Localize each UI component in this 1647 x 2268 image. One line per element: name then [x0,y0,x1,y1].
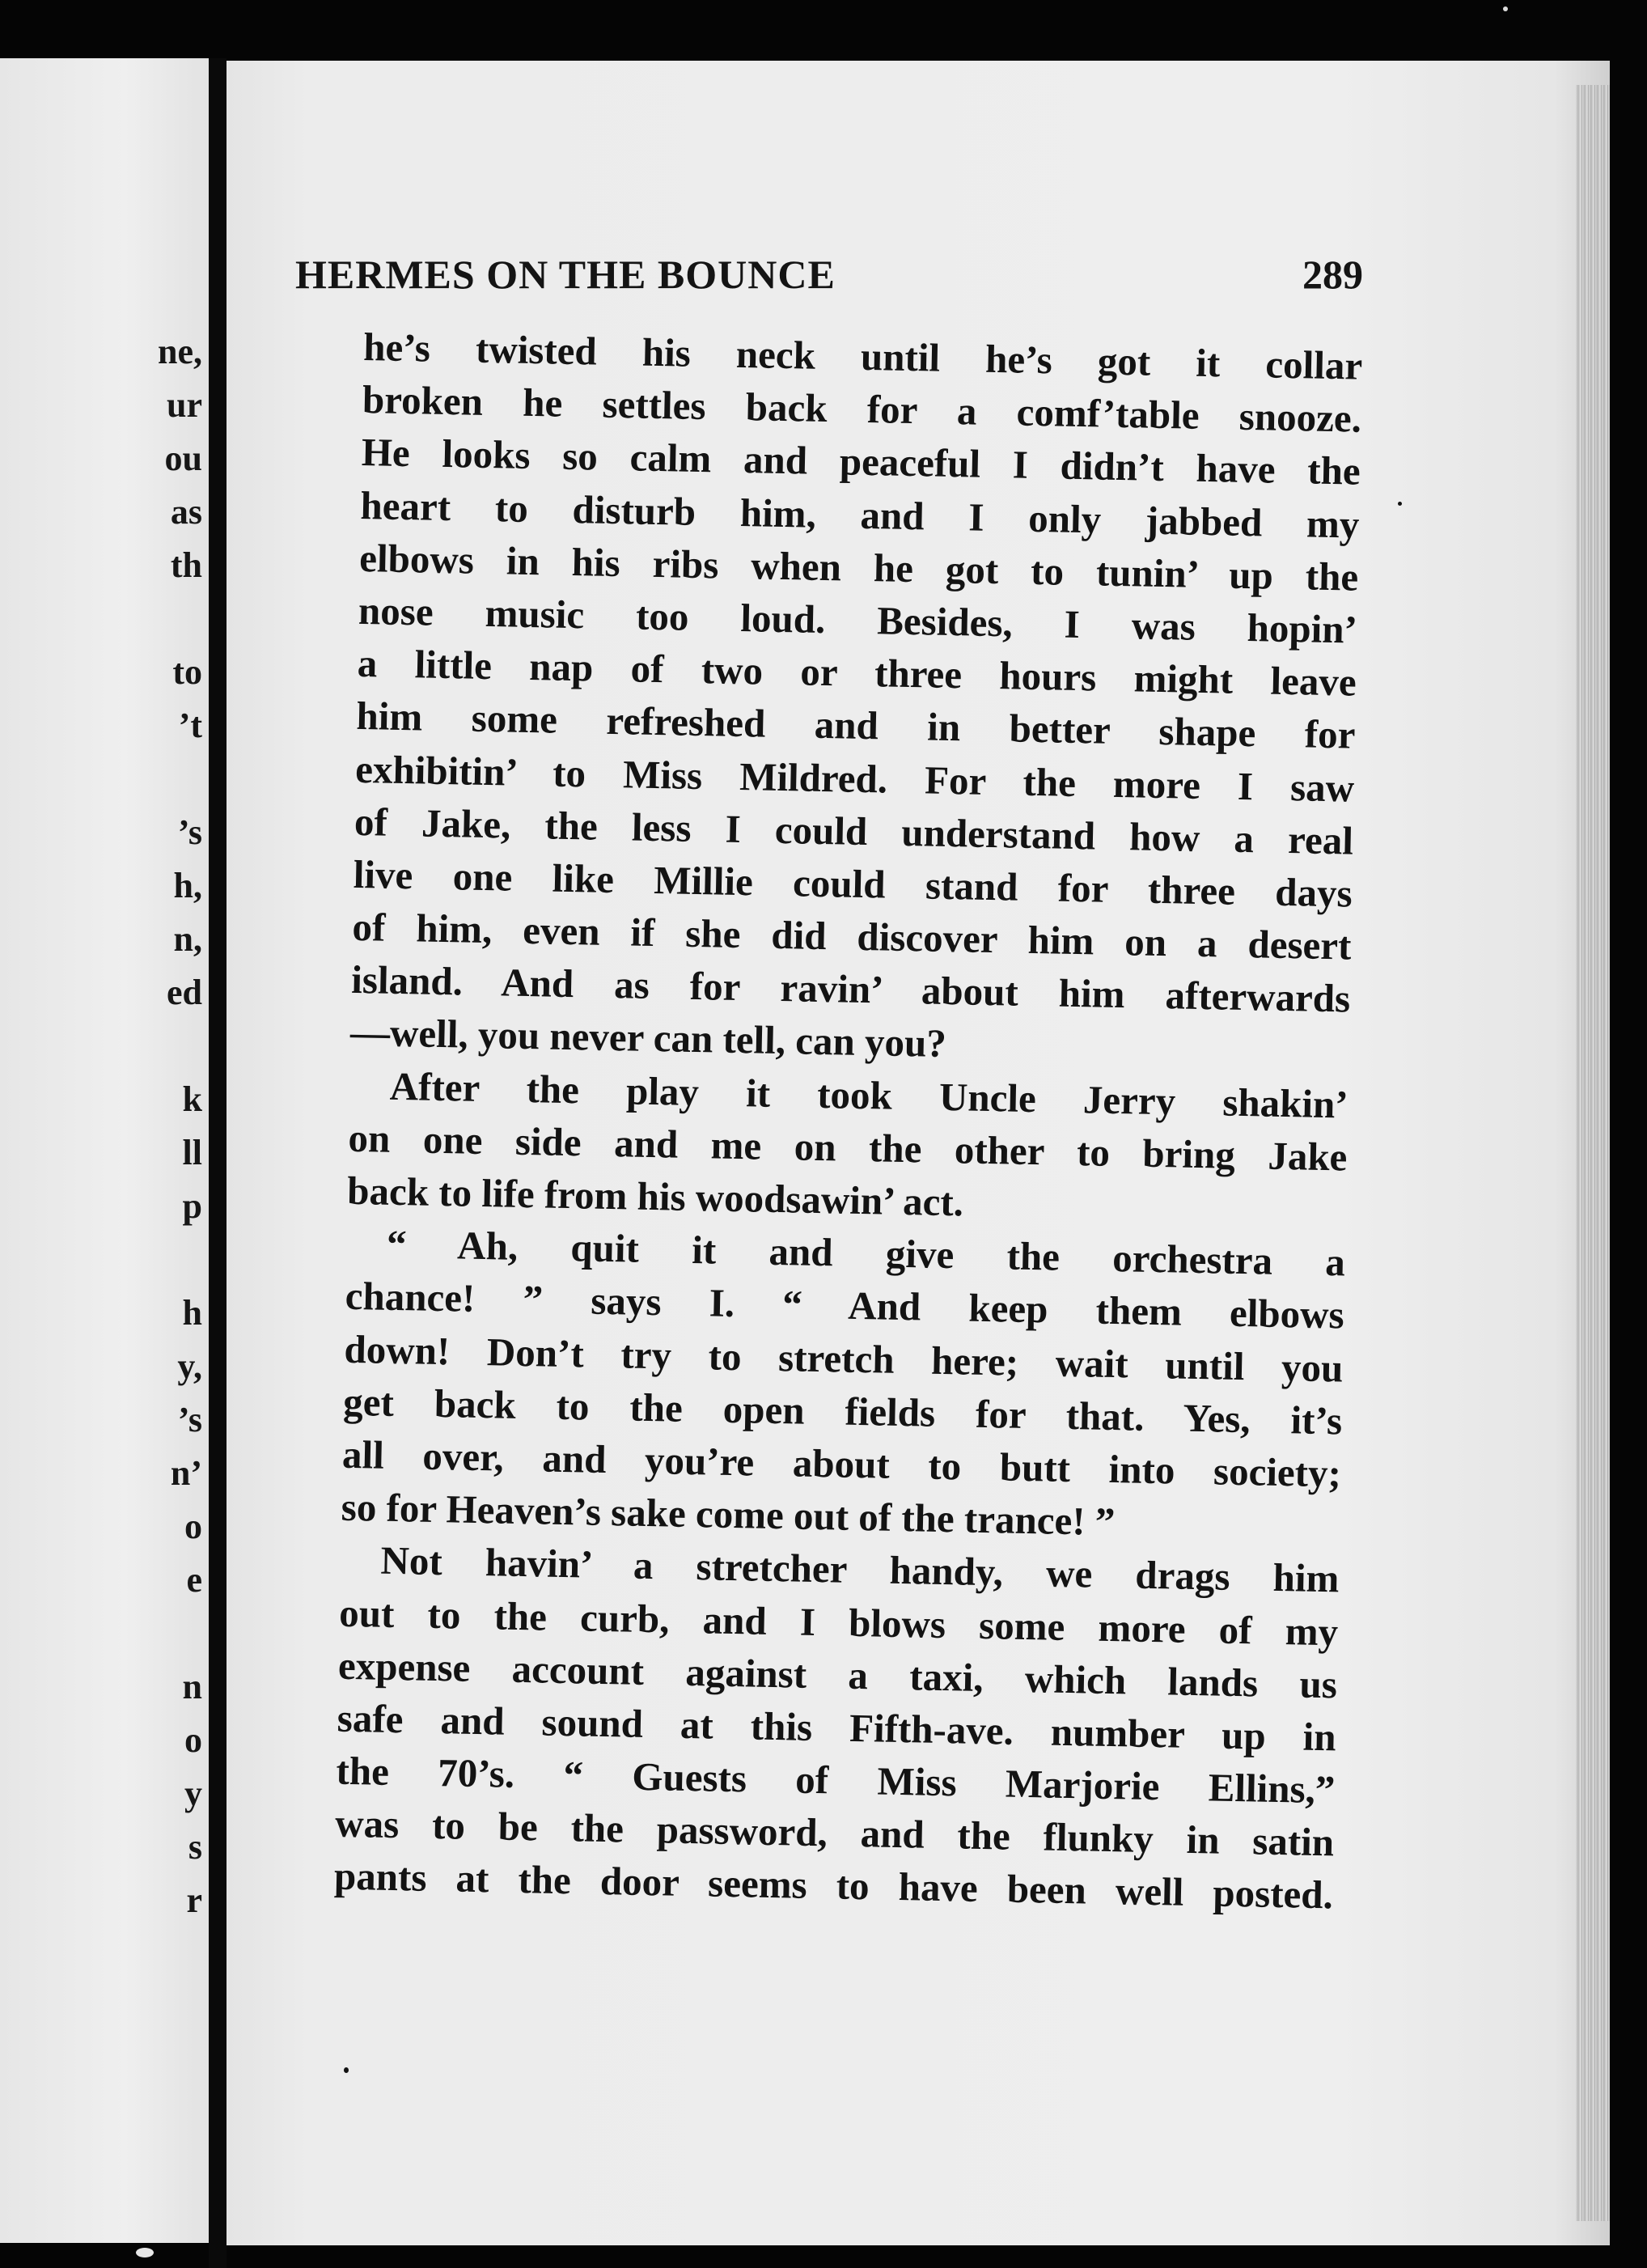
left-fragment: y, [177,1346,202,1386]
text-line: was to be the password, and the flunky in satin [334,1800,1335,1865]
text-line: he’s twisted his neck until he’s got it collar [362,324,1363,388]
left-facing-page [0,58,209,2243]
dust-speck [1503,6,1508,11]
page-number: 289 [1302,252,1363,297]
left-fragment: ne, [158,332,202,371]
text-line: chance! ” says I. “ And keep them elbows [345,1274,1345,1337]
text-line: island. And as for ravin’ about him afterwards [350,957,1351,1021]
text-line: pants at the door seems to have been well posted. [333,1854,1334,1918]
left-fragment: p [182,1186,202,1226]
left-fragment: ur [167,385,202,425]
text-line: After the play it took Uncle Jerry shakin’ [389,1063,1349,1127]
left-fragment: h [182,1293,202,1333]
text-line: nose music too loud. Besides, I was hopin’ [358,587,1358,652]
left-fragment: th [170,545,202,585]
text-line: heart to disturb him, and I only jabbed my [360,482,1360,547]
running-head [295,251,1363,299]
left-fragment: e [186,1560,202,1600]
text-line: Not havin’ a stretcher handy, we drags him [380,1537,1340,1601]
left-fragment: y [184,1774,202,1813]
text-line: He looks so calm and peaceful I didn’t have the [361,430,1361,494]
text-line: back to life from his woodsawin’ act. [346,1168,964,1225]
text-line: down! Don’t try to stretch here; wait until you [344,1326,1344,1391]
text-line: a little nap of two or three hours might leave [357,641,1357,705]
text-line: expense account against a taxi, which lands us [337,1643,1338,1707]
book-gutter [209,58,227,2268]
left-fragment: ou [164,439,202,478]
left-fragment: r [186,1880,202,1920]
left-fragment: n [182,1667,202,1706]
left-fragment: ’t [178,706,202,745]
left-fragment: ed [167,973,202,1012]
left-fragment: n’ [170,1453,202,1493]
text-line: of Jake, the less I could understand how a real [354,799,1354,863]
left-fragment: h, [173,866,202,905]
text-line: all over, and you’re about to butt into society; [341,1431,1342,1496]
left-fragment: k [182,1079,202,1119]
left-fragment: ll [182,1133,202,1172]
text-line: “ Ah, quit it and give the orchestra a [386,1221,1346,1285]
text-line: out to the curb, and I blows some more of my [338,1590,1339,1654]
left-fragment: n, [173,919,202,959]
running-head-title: HERMES ON THE BOUNCE [295,252,836,297]
text-line: so for Heaven’s sake come out of the trance! ” [341,1484,1116,1545]
text-line: on one side and me on the other to bring Jake [348,1115,1348,1180]
left-fragment: as [170,492,202,532]
left-fragment [158,1607,202,1660]
left-fragment [158,1233,202,1287]
text-line: —well, you never can tell, can you? [349,1010,947,1066]
left-fragment: to [172,652,202,692]
page-edge-stack [1576,85,1610,2221]
left-fragment: o [184,1507,202,1546]
text-line: get back to the open fields for that. Yes, it’s [342,1379,1343,1443]
dust-speck [1398,502,1402,506]
left-fragment [158,752,202,806]
text-line: live one like Millie could stand for three days [353,851,1353,916]
text-line: safe and sound at this Fifth-ave. number up in [337,1695,1337,1760]
text-line: the 70’s. “ Guests of Miss Marjorie Ellins,” [336,1748,1336,1812]
body-text [333,320,1362,1922]
dust-speck [136,2248,154,2257]
text-line: broken he settles back for a comf’table snooze. [362,377,1362,441]
text-line: him some refreshed and in better shape for [356,693,1356,757]
left-fragment [158,592,202,646]
left-fragment: s [188,1827,202,1867]
text-line: exhibitin’ to Miss Mildred. For the more I saw [354,746,1355,811]
left-page-text-fragments [158,325,202,1927]
left-fragment [158,1020,202,1073]
left-fragment: ’s [177,1400,202,1439]
dust-speck [344,2067,349,2073]
left-fragment: o [184,1720,202,1760]
left-fragment: ’s [177,812,202,852]
text-line: of him, even if she did discover him on a desert [352,904,1352,969]
text-line: elbows in his ribs when he got to tunin’ up the [358,535,1359,600]
